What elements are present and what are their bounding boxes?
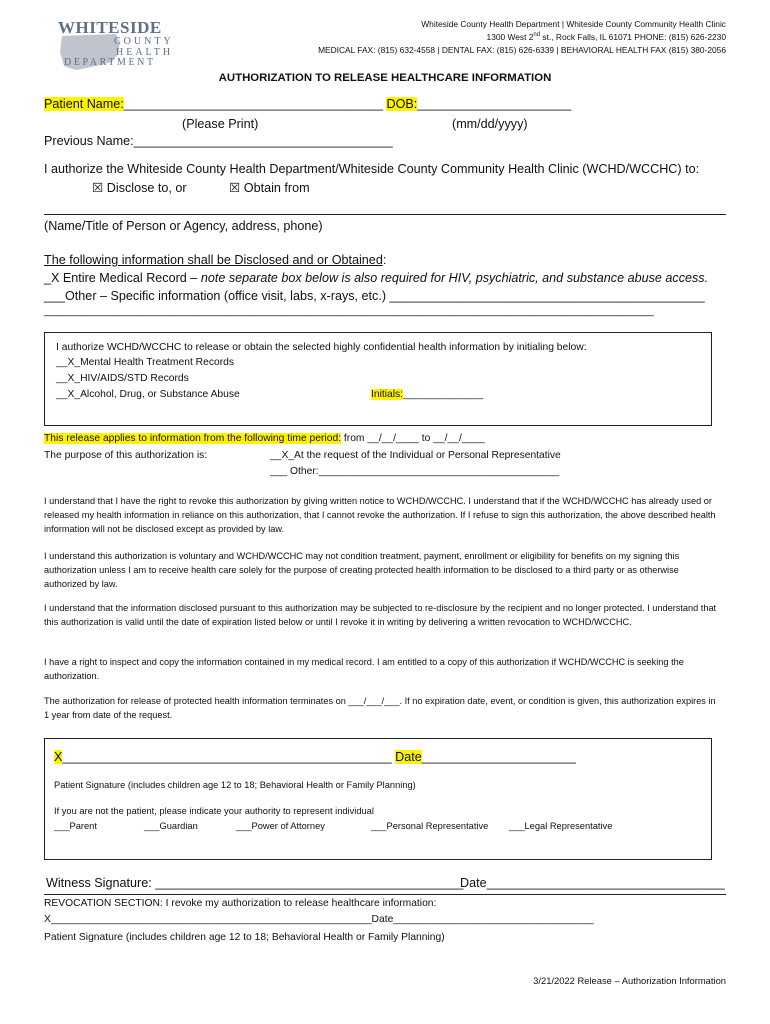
entire-record-note: note separate box below is also required for HIV, psychiatric, and substance abuse access. [200,271,709,285]
entire-record-row [44,271,708,285]
revocation-signature-field[interactable]: X________________________________________________________Date___________________________________ [44,914,594,925]
recipient-line[interactable] [44,214,726,215]
previous-name-label: Previous Name: [44,134,134,148]
signature-caption: Patient Signature (includes children age 12 to 18; Behavioral Health or Family Planning) [54,780,416,790]
obtain-checkbox[interactable]: ☒ [229,181,241,195]
header-org: Whiteside County Health Department | Whiteside County Community Health Clinic [421,19,726,29]
mental-health-mark[interactable]: __X_ [56,357,81,368]
info-heading-colon: : [382,253,387,267]
mental-health-label: Mental Health Treatment Records [80,357,235,368]
hiv-label: HIV/AIDS/STD Records [80,373,189,384]
hiv-mark[interactable]: __X_ [56,373,81,384]
witness-date-field[interactable]: Date__________________________________ [460,876,725,890]
please-print-hint: (Please Print) [182,117,259,131]
header-address [487,32,726,42]
disclose-label: Disclose to, or [106,181,187,195]
header-address-sup: nd [533,32,541,39]
substance-label: Alcohol, Drug, or Substance Abuse [80,389,240,400]
signature-date-field[interactable]: ______________________ [421,750,576,764]
patient-name-label: Patient Name: [44,97,124,111]
logo [52,18,182,66]
paragraph-voluntary: I understand this authorization is voluntary and WCHD/WCCHC may not condition treatment, payment, enrollment or eligibility for benefits on my signing this authorization unless I am to receive health care solely for the purpose of creating protected health information to be disclosed to a third party or as otherwise authorized by law. [44,551,680,589]
page-title: AUTHORIZATION TO RELEASE HEALTHCARE INFORMATION [218,72,552,84]
authority-parent[interactable]: ___Parent [54,821,97,831]
other-info-row[interactable]: ___Other – Specific information (office visit, labs, x-rays, etc.) _____________________________________________ [44,289,705,303]
logo-county: COUNTY [114,36,174,47]
obtain-label: Obtain from [243,181,310,195]
signature-x: X [54,750,63,764]
paragraph-revoke: I understand that I have the right to revoke this authorization by giving written notice to WCHD/WCCHC. I understand that if the WCHD/WCCHC has already used or released my health information in reliance on this authorization, that I cannot revoke the authorization. If I refuse to sign this authorization, the above described health information will not be disclosed except as provided by law. [44,496,716,534]
patient-name-row [44,97,571,111]
authority-legal-rep[interactable]: ___Legal Representative [509,821,613,831]
revocation-caption: Patient Signature (includes children age 12 to 18; Behavioral Health or Family Planning) [44,932,445,943]
time-period-field[interactable]: from __/__/____ to __/__/____ [341,433,485,444]
paragraph-redisclosure: I understand that the information disclosed pursuant to this authorization may be subjected to re-disclosure by the recipient and no longer protected. I understand that this authorization is valid until the date of expiration listed below or until I revoke it in writing by delivering a written revocation to WCHD/WCCHC. [44,603,717,627]
obtain-option [229,180,310,195]
signature-date-label: Date [395,750,422,764]
other-info-extra-line[interactable]: __________________________________________________________________________________________________ [44,305,654,317]
disclose-checkbox[interactable]: ☒ [92,181,104,195]
purpose-label: The purpose of this authorization is: [44,450,208,461]
signature-field[interactable]: _______________________________________________ [62,750,392,764]
confidential-intro: I authorize WCHD/WCCHC to release or obtain the selected highly confidential health information by initialing below: [56,342,587,353]
recipient-hint: (Name/Title of Person or Agency, address, phone) [44,219,323,233]
revocation-heading: REVOCATION SECTION: I revoke my authorization to release healthcare information: [44,898,437,909]
substance-mark[interactable]: __X_ [56,389,81,400]
time-period-row [44,433,485,444]
logo-health: HEALTH [116,47,174,58]
paragraph-inspect: I have a right to inspect and copy the information contained in my medical record. I am entitled to a copy of this authorization if WCHD/WCCHC is seeking the authorization. [44,657,684,681]
dob-field[interactable]: ______________________ [417,97,572,111]
entire-record-mark[interactable]: _X [44,271,60,285]
confidential-item-substance [56,389,240,400]
initials-blank[interactable]: ______________ [403,389,484,400]
authority-guardian[interactable]: ___Guardian [144,821,198,831]
footer-version: 3/21/2022 Release – Authorization Information [533,975,726,986]
not-patient-text: If you are not the patient, please indicate your authority to represent individual [54,806,374,816]
header-fax: MEDICAL FAX: (815) 632-4558 | DENTAL FAX: (815) 626-6339 | BEHAVIORAL HEALTH FAX (815) 380-2056 [318,45,726,55]
initials-label: Initials: [371,389,404,400]
confidential-item-mental [56,357,234,368]
header-address-pre: 1300 West 2 [486,32,534,42]
purpose-other-option[interactable]: ___ Other:__________________________________________ [270,466,560,477]
authority-personal-rep[interactable]: ___Personal Representative [371,821,489,831]
entire-record-label: Entire Medical Record – [59,271,201,285]
authorize-text: I authorize the Whiteside County Health Department/Whiteside County Community Health Clinic (WCHD/WCCHC) to: [44,162,700,176]
dob-format-hint: (mm/dd/yyyy) [452,117,528,131]
logo-department: DEPARTMENT [64,57,156,68]
authority-poa[interactable]: ___Power of Attorney [236,821,325,831]
info-heading-text: The following information shall be Disclosed and or Obtained [44,253,383,267]
previous-name-row [44,134,393,148]
previous-name-field[interactable]: _____________________________________ [133,134,393,148]
time-period-label: This release applies to information from the following time period: [44,433,342,444]
witness-divider [44,894,726,895]
witness-signature-field[interactable]: Witness Signature: ____________________________________________ [46,876,464,890]
logo-title: WHITESIDE [58,18,162,37]
disclose-option [92,180,187,195]
info-heading [44,253,386,267]
paragraph-terminates: The authorization for release of protected health information terminates on ___/___/___. If no expiration date, event, or condition is given, this authorization expires in 1 year from date of the request. [44,696,716,720]
purpose-request-option[interactable]: __X_At the request of the Individual or Personal Representative [270,450,561,461]
confidential-item-hiv [56,373,189,384]
dob-label: DOB: [386,97,418,111]
patient-name-field[interactable]: _____________________________________ [123,97,383,111]
signature-row [54,750,576,764]
header-address-post: st., Rock Falls, IL 61071 PHONE: (815) 626-2230 [540,32,726,42]
initials-field[interactable] [371,389,483,400]
